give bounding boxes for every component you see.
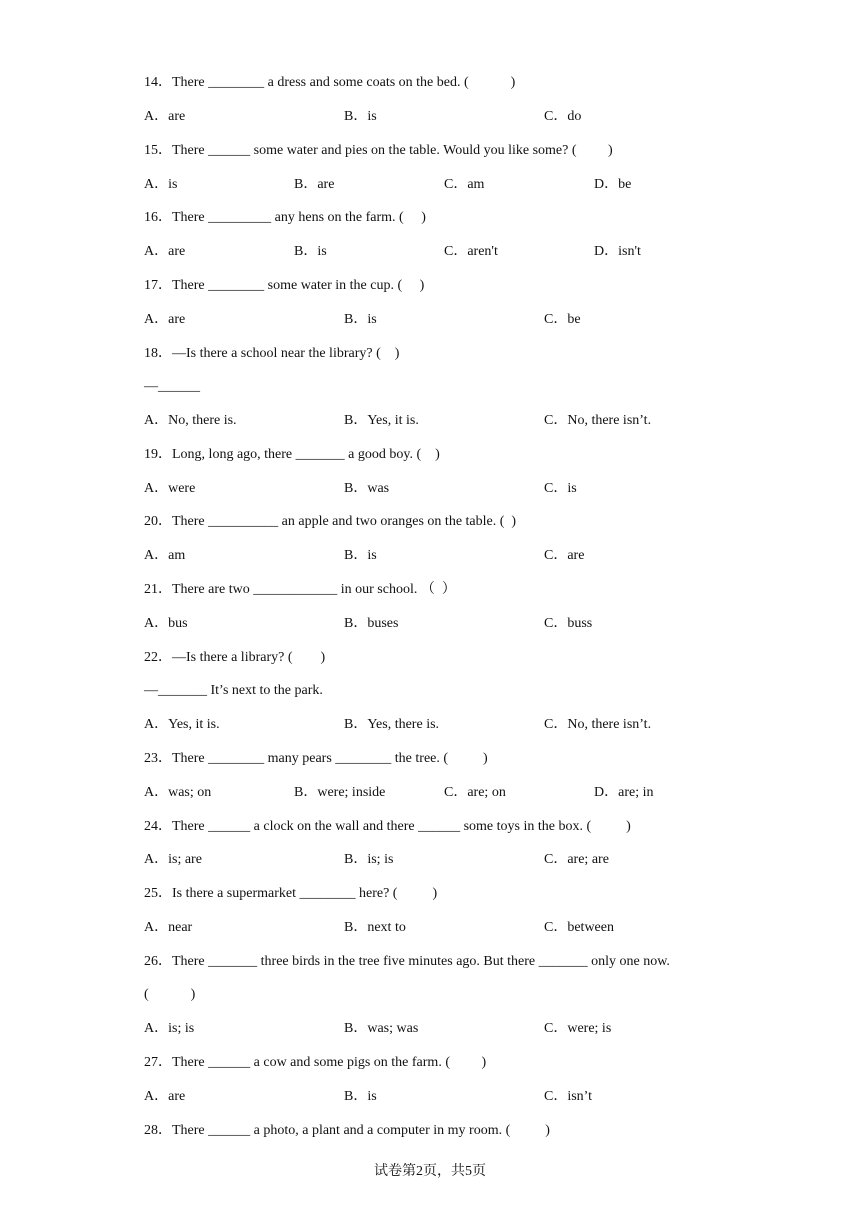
question-25: 25．Is there a supermarket ________ here? ( ) (144, 886, 438, 901)
option-22-c: C．No, there isn’t. (544, 717, 652, 732)
answer-line-22: —_______ It’s next to the park. (144, 683, 323, 698)
option-16-c: C．aren't (444, 244, 498, 259)
question-26: 26．There _______ three birds in the tree five minutes ago. But there _______ only one now. (144, 954, 670, 969)
option-15-a: A．is (144, 177, 178, 192)
option-23-b: B．were; inside (294, 785, 386, 800)
option-19-a: A．were (144, 481, 196, 496)
option-16-a: A．are (144, 244, 186, 259)
option-20-b: B．is (344, 548, 377, 563)
option-20-a: A．am (144, 548, 186, 563)
question-20: 20．There __________ an apple and two oranges on the table. ( ) (144, 514, 517, 529)
option-21-c: C．buss (544, 616, 593, 631)
option-16-d: D．isn't (594, 244, 641, 259)
option-15-d: D．be (594, 177, 632, 192)
option-25-a: A．near (144, 920, 193, 935)
question-24: 24．There ______ a clock on the wall and there ______ some toys in the box. ( ) (144, 819, 631, 834)
option-17-c: C．be (544, 312, 581, 327)
answer-line-18: —______ (144, 379, 200, 394)
option-17-b: B．is (344, 312, 377, 327)
question-28: 28．There ______ a photo, a plant and a computer in my room. ( ) (144, 1123, 550, 1138)
question-23: 23．There ________ many pears ________ the tree. ( ) (144, 751, 488, 766)
option-27-a: A．are (144, 1089, 186, 1104)
option-19-b: B．was (344, 481, 390, 496)
question-19: 19．Long, long ago, there _______ a good boy. ( ) (144, 447, 440, 462)
option-26-b: B．was; was (344, 1021, 419, 1036)
option-14-b: B．is (344, 109, 377, 124)
question-15: 15．There ______ some water and pies on the table. Would you like some? ( ) (144, 143, 613, 158)
option-21-b: B．buses (344, 616, 399, 631)
option-23-a: A．was; on (144, 785, 212, 800)
option-15-c: C．am (444, 177, 485, 192)
option-23-d: D．are; in (594, 785, 654, 800)
option-23-c: C．are; on (444, 785, 506, 800)
option-24-c: C．are; are (544, 852, 609, 867)
option-20-c: C．are (544, 548, 585, 563)
option-19-c: C．is (544, 481, 577, 496)
option-17-a: A．are (144, 312, 186, 327)
page-footer: 试卷第2页，共5页 (374, 1164, 486, 1179)
question-17: 17．There ________ some water in the cup. ( ) (144, 278, 425, 293)
option-15-b: B．are (294, 177, 335, 192)
question-16: 16．There _________ any hens on the farm. ( ) (144, 210, 426, 225)
option-26-c: C．were; is (544, 1021, 612, 1036)
question-27: 27．There ______ a cow and some pigs on the farm. ( ) (144, 1055, 487, 1070)
option-25-b: B．next to (344, 920, 406, 935)
option-22-b: B．Yes, there is. (344, 717, 440, 732)
option-22-a: A．Yes, it is. (144, 717, 220, 732)
question-22: 22．—Is there a library? ( ) (144, 650, 326, 665)
option-21-a: A．bus (144, 616, 188, 631)
option-25-c: C．between (544, 920, 614, 935)
option-24-b: B．is; is (344, 852, 394, 867)
option-18-b: B．Yes, it is. (344, 413, 419, 428)
question-14: 14．There ________ a dress and some coats on the bed. ( ) (144, 75, 516, 90)
option-18-a: A．No, there is. (144, 413, 237, 428)
option-26-a: A．is; is (144, 1021, 195, 1036)
option-27-b: B．is (344, 1089, 377, 1104)
option-18-c: C．No, there isn’t. (544, 413, 652, 428)
option-14-a: A．are (144, 109, 186, 124)
option-27-c: C．isn’t (544, 1089, 592, 1104)
answer-bracket-26: ( ) (144, 987, 196, 1002)
option-16-b: B．is (294, 244, 327, 259)
option-24-a: A．is; are (144, 852, 202, 867)
option-14-c: C．do (544, 109, 582, 124)
question-21: 21．There are two ____________ in our school. （ ） (144, 582, 456, 597)
question-18: 18．—Is there a school near the library? ( ) (144, 346, 400, 361)
